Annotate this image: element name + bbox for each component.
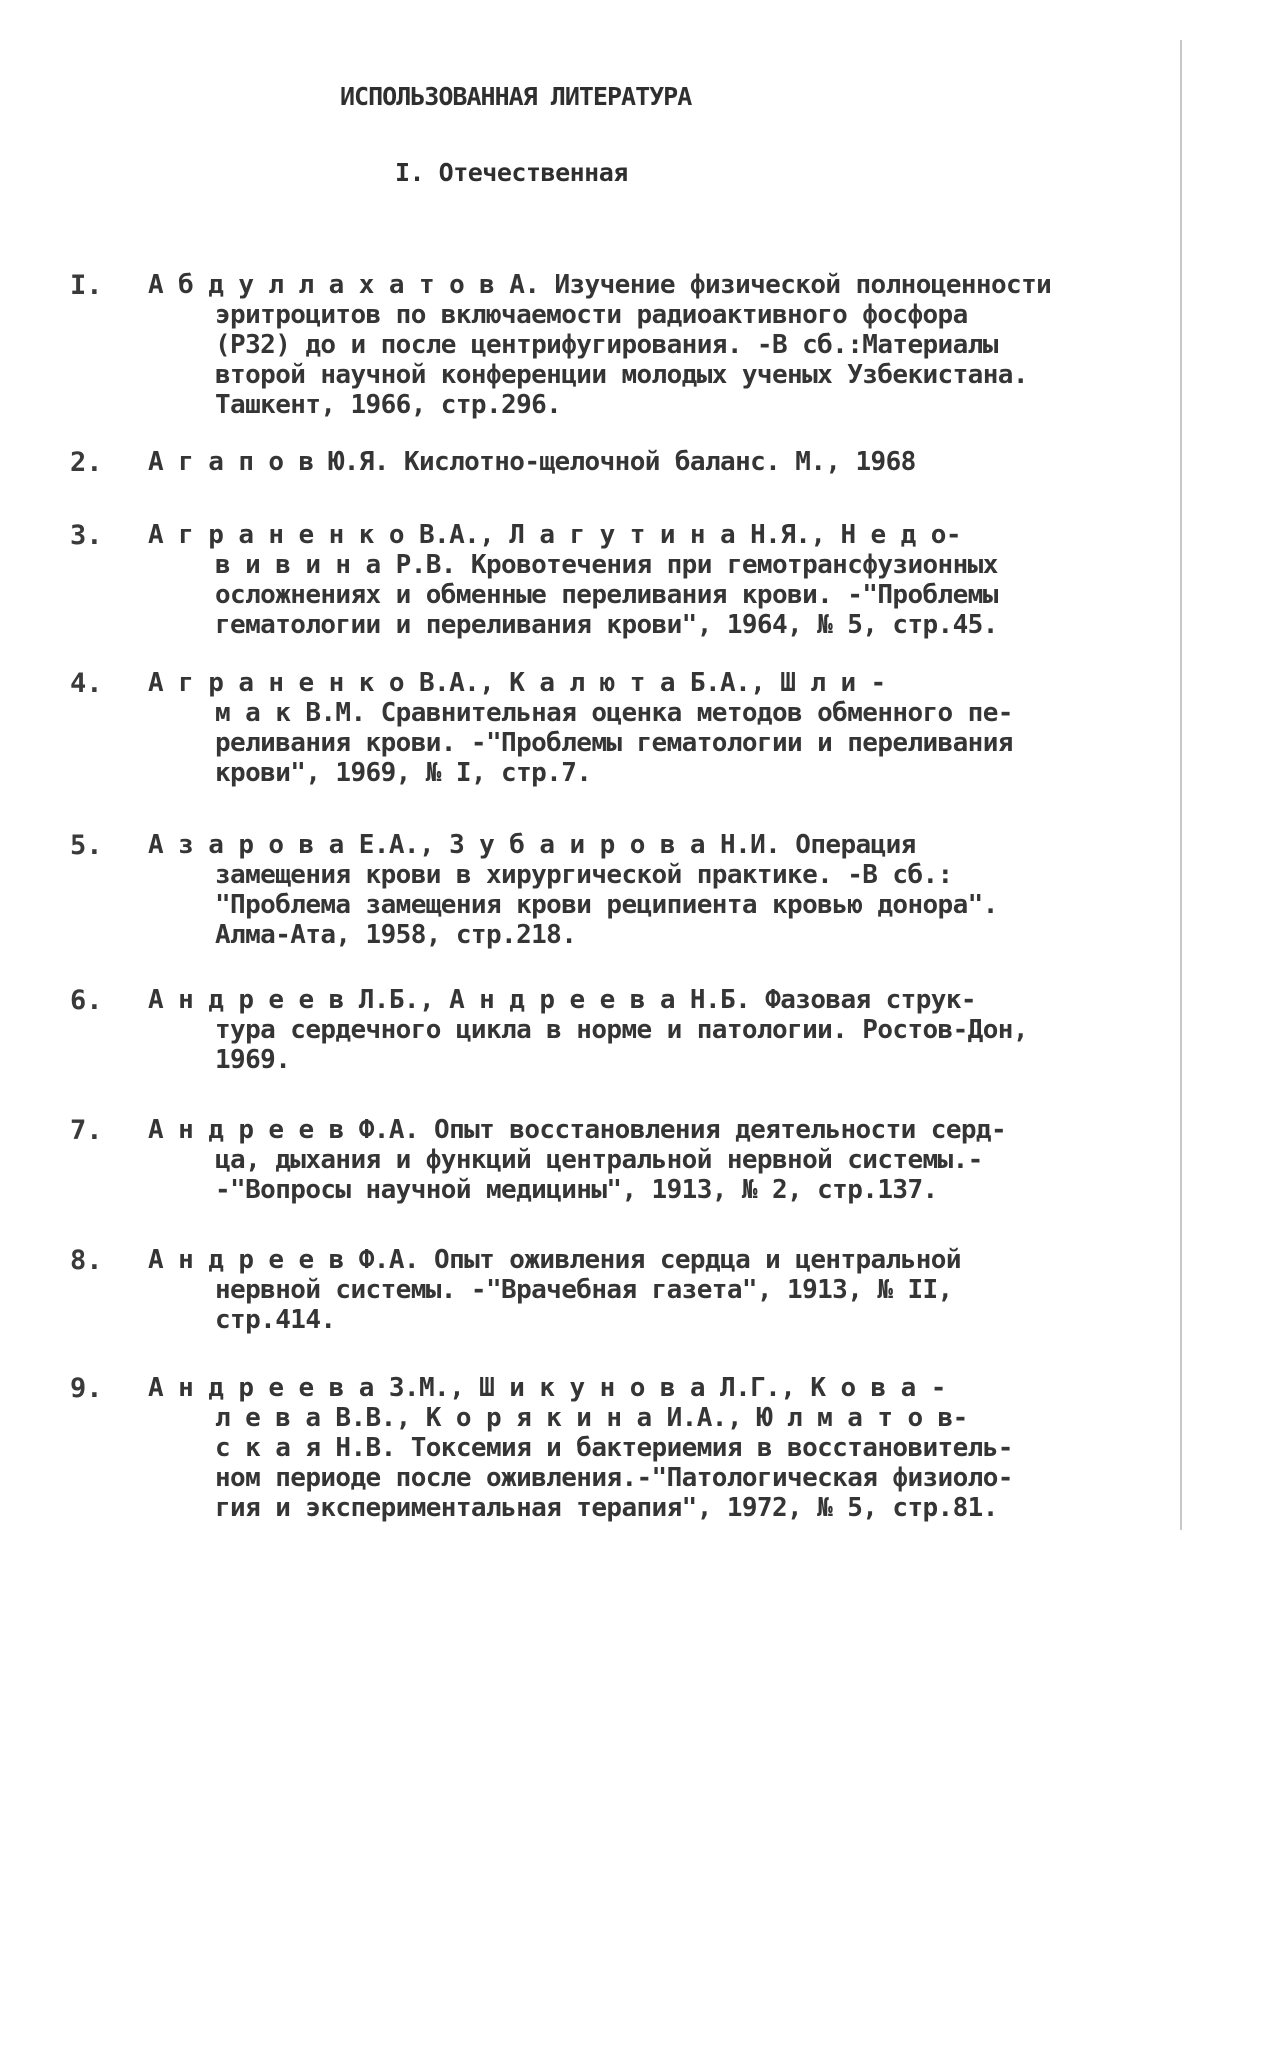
reference-line: ца, дыхания и функций центральной нервной системы.- <box>215 1145 983 1175</box>
reference-line: ном периоде после оживления.-"Патологическая физиоло- <box>215 1463 1013 1493</box>
reference-line: м а к В.М. Сравнительная оценка методов обменного пе- <box>215 698 1013 728</box>
reference-number: I. <box>70 270 103 301</box>
reference-line: тура сердечного цикла в норме и патологии. Ростов-Дон, <box>215 1015 1028 1045</box>
reference-line: А г р а н е н к о В.А., Л а г у т и н а Н.Я., Н е д о- <box>148 520 961 550</box>
reference-line: крови", 1969, № I, стр.7. <box>215 758 592 788</box>
reference-line: А н д р е е в Ф.А. Опыт оживления сердца и центральной <box>148 1245 961 1275</box>
reference-line: А н д р е е в а З.М., Ш и к у н о в а Л.Г., К о в а - <box>148 1373 946 1403</box>
reference-number: 6. <box>70 985 103 1016</box>
reference-line: А н д р е е в Ф.А. Опыт восстановления деятельности серд- <box>148 1115 1007 1145</box>
reference-entry <box>70 985 1180 1075</box>
reference-line: стр.414. <box>215 1305 336 1335</box>
reference-number: 4. <box>70 668 103 699</box>
reference-line: (Р32) до и после центрифугирования. -В сб.:Материалы <box>215 330 998 360</box>
reference-number: 9. <box>70 1373 103 1404</box>
reference-line: А н д р е е в Л.Б., А н д р е е в а Н.Б. Фазовая струк- <box>148 985 976 1015</box>
reference-entry <box>70 1373 1180 1523</box>
reference-line: эритроцитов по включаемости радиоактивного фосфора <box>215 300 968 330</box>
reference-entry <box>70 1115 1180 1205</box>
reference-line: А г а п о в Ю.Я. Кислотно-щелочной баланс. М., 1968 <box>148 447 916 477</box>
reference-line: А г р а н е н к о В.А., К а л ю т а Б.А., Ш л и - <box>148 668 886 698</box>
reference-line: реливания крови. -"Проблемы гематологии и переливания <box>215 728 1013 758</box>
reference-entry <box>70 270 1180 420</box>
reference-line: гематологии и переливания крови", 1964, № 5, стр.45. <box>215 610 998 640</box>
section-heading: I. Отечественная <box>395 158 628 187</box>
reference-number: 3. <box>70 520 103 551</box>
reference-line: замещения крови в хирургической практике. -В сб.: <box>215 860 953 890</box>
reference-line: осложнениях и обменные переливания крови. -"Проблемы <box>215 580 998 610</box>
reference-line: л е в а В.В., К о р я к и н а И.А., Ю л м а т о в- <box>215 1403 968 1433</box>
reference-line: Алма-Ата, 1958, стр.218. <box>215 920 577 950</box>
reference-entry <box>70 447 1180 477</box>
reference-entry <box>70 1245 1180 1335</box>
reference-line: второй научной конференции молодых ученых Узбекистана. <box>215 360 1028 390</box>
reference-line: 1969. <box>215 1045 291 1075</box>
reference-line: А з а р о в а Е.А., З у б а и р о в а Н.И. Операция <box>148 830 916 860</box>
reference-number: 8. <box>70 1245 103 1276</box>
reference-line: А б д у л л а х а т о в А. Изучение физической полноценности <box>148 270 1052 300</box>
reference-number: 2. <box>70 447 103 478</box>
reference-line: -"Вопросы научной медицины", 1913, № 2, стр.137. <box>215 1175 938 1205</box>
reference-entry <box>70 668 1180 788</box>
reference-entry <box>70 520 1180 640</box>
page-title: ИСПОЛЬЗОВАННАЯ ЛИТЕРАТУРА <box>340 82 692 111</box>
reference-line: нервной системы. -"Врачебная газета", 1913, № II, <box>215 1275 953 1305</box>
reference-line: "Проблема замещения крови реципиента кровью донора". <box>215 890 998 920</box>
reference-line: Ташкент, 1966, стр.296. <box>215 390 562 420</box>
reference-entry <box>70 830 1180 950</box>
margin-line <box>1180 40 1182 1530</box>
reference-number: 5. <box>70 830 103 861</box>
reference-line: гия и экспериментальная терапия", 1972, № 5, стр.81. <box>215 1493 998 1523</box>
reference-line: с к а я Н.В. Токсемия и бактериемия в восстановитель- <box>215 1433 1013 1463</box>
reference-number: 7. <box>70 1115 103 1146</box>
reference-line: в и в и н а Р.В. Кровотечения при гемотрансфузионных <box>215 550 998 580</box>
